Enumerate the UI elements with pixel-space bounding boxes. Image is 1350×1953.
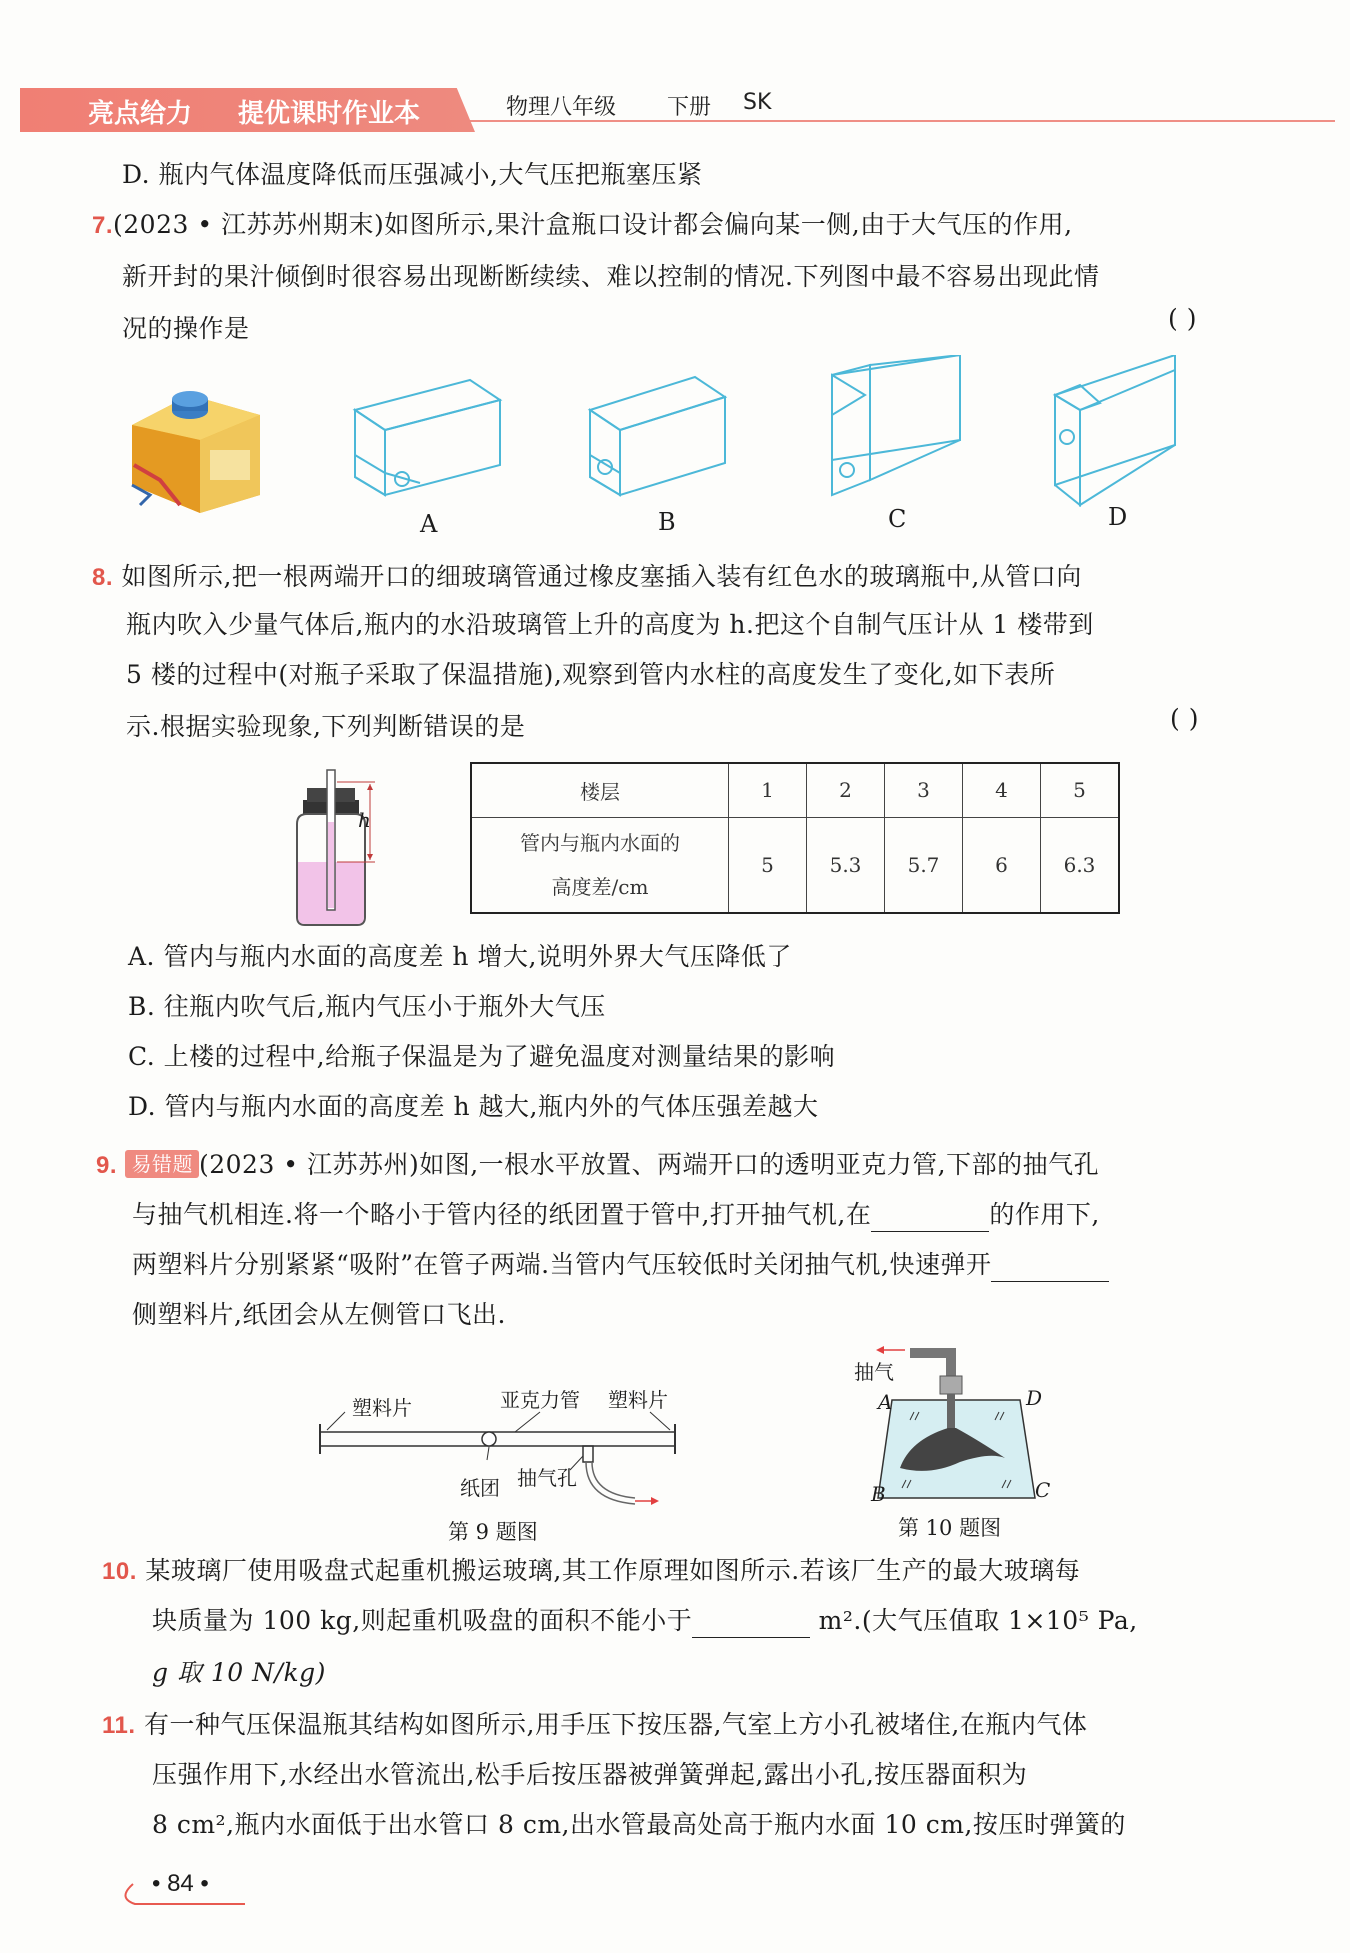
q10-line3: g 取 10 N/kg) (152, 1658, 326, 1687)
q7-line3: 况的操作是 (122, 314, 250, 343)
table-row (471, 763, 1119, 817)
table-floor-3: 3 (885, 763, 963, 817)
box-c-drawing (832, 355, 960, 495)
box-a-drawing (355, 380, 500, 495)
q8-line1: 8. 如图所示,把一根两端开口的细玻璃管通过橡皮塞插入装有红色水的玻璃瓶中,从管口向 (92, 562, 1082, 591)
q8-line2: 瓶内吹入少量气体后,瓶内的水沿玻璃管上升的高度为 h.把这个自制气压计从 1 楼带到 (126, 610, 1094, 639)
q9-label-acrylic-tube: 亚克力管 (500, 1388, 580, 1412)
table-floor-1: 1 (729, 763, 807, 817)
q10-corner-a: A (878, 1390, 893, 1414)
table-row (471, 817, 1119, 913)
header-edition: SK (743, 90, 772, 115)
q10-corner-d: D (1026, 1386, 1043, 1410)
table-diff-2: 5.3 (807, 817, 885, 913)
q7-label-b: B (658, 508, 676, 536)
q9-label-paper-ball: 纸团 (460, 1476, 500, 1500)
table-diff-1: 5 (729, 817, 807, 913)
page-number: • 84 • (152, 1870, 209, 1897)
q8-option-a: A. 管内与瓶内水面的高度差 h 增大,说明外界大气压降低了 (128, 942, 792, 971)
q10-corner-c: C (1035, 1478, 1051, 1502)
q7-number: 7. (92, 212, 114, 239)
q7-line2: 新开封的果汁倾倒时很容易出现断断续续、难以控制的情况.下列图中最不容易出现此情 (122, 262, 1100, 291)
header-series: 提优课时作业本 (238, 99, 421, 129)
juice-box-photo (132, 391, 260, 513)
q9-blank-1[interactable] (871, 1205, 989, 1232)
q10-corner-b: B (871, 1482, 886, 1506)
q7-label-a: A (420, 510, 438, 538)
table-floor-5: 5 (1041, 763, 1120, 817)
q9-line4: 侧塑料片,纸团会从左侧管口飞出. (132, 1300, 506, 1329)
q9-label-plastic-right: 塑料片 (608, 1388, 668, 1412)
q7-answer-paren: ( ) (1168, 304, 1197, 333)
q10-blank[interactable] (692, 1611, 810, 1638)
q10-line1: 10. 某玻璃厂使用吸盘式起重机搬运玻璃,其工作原理如图所示.若该厂生产的最大玻璃每 (102, 1556, 1081, 1585)
table-floor-4: 4 (963, 763, 1041, 817)
q9-blank-2[interactable] (991, 1255, 1109, 1282)
q8-data-table (470, 762, 1120, 914)
q9-figure-caption: 第 9 题图 (448, 1520, 538, 1544)
q11-number: 11. (102, 1712, 136, 1739)
header-brand: 亮点给力 (88, 99, 193, 129)
q6-option-d: D. 瓶内气体温度降低而压强减小,大气压把瓶塞压紧 (122, 160, 703, 189)
table-floor-header: 楼层 (471, 763, 729, 817)
table-diff-5: 6.3 (1041, 817, 1120, 913)
table-floor-2: 2 (807, 763, 885, 817)
table-diff-3: 5.7 (885, 817, 963, 913)
q10-figure-caption: 第 10 题图 (898, 1516, 1002, 1540)
table-diff-4: 6 (963, 817, 1041, 913)
q9-line3: 两塑料片分别紧紧“吸附”在管子两端.当管内气压较低时关闭抽气机,快速弹开 (132, 1248, 1109, 1282)
q11-line3: 8 cm²,瓶内水面低于出水管口 8 cm,出水管最高处高于瓶内水面 10 cm,按压时弹簧的 (152, 1810, 1126, 1839)
q9-badge: 易错题 (125, 1150, 199, 1178)
box-d-drawing (1055, 355, 1175, 505)
q9-number: 9. (96, 1152, 118, 1179)
box-b-drawing (590, 377, 725, 495)
q9-line1: 9. 易错题 (2023 • 江苏苏州)如图,一根水平放置、两端开口的透明亚克力管,下部的抽气孔 (96, 1150, 1100, 1179)
q8-barometer-figure (275, 762, 395, 932)
header-subject: 物理八年级 (506, 95, 617, 120)
q8-option-d: D. 管内与瓶内水面的高度差 h 越大,瓶内外的气体压强差越大 (128, 1092, 819, 1121)
q8-line3: 5 楼的过程中(对瓶子采取了保温措施),观察到管内水柱的高度发生了变化,如下表所 (126, 660, 1056, 689)
q8-answer-paren: ( ) (1170, 704, 1199, 733)
q9-label-plastic-left: 塑料片 (352, 1396, 412, 1420)
q8-line4: 示.根据实验现象,下列判断错误的是 (126, 712, 526, 741)
q8-figure-h: h (358, 808, 371, 832)
header-volume: 下册 (667, 95, 712, 120)
q7-label-d: D (1108, 503, 1128, 531)
q8-number: 8. (92, 564, 114, 591)
q7-label-c: C (888, 505, 907, 533)
q11-line2: 压强作用下,水经出水管流出,松手后按压器被弹簧弹起,露出小孔,按压器面积为 (152, 1760, 1028, 1789)
table-diff-header: 管内与瓶内水面的 高度差/cm (471, 817, 729, 913)
q11-line1: 11. 有一种气压保温瓶其结构如图所示,用手压下按压器,气室上方小孔被堵住,在瓶内气体 (102, 1710, 1088, 1739)
q10-number: 10. (102, 1558, 137, 1585)
q9-label-suction-hole: 抽气孔 (517, 1466, 577, 1490)
q10-line2: 块质量为 100 kg,则起重机吸盘的面积不能小于 m².(大气压值取 1×10⁵ Pa, (152, 1604, 1138, 1638)
q8-option-b: B. 往瓶内吹气后,瓶内气压小于瓶外大气压 (128, 992, 606, 1021)
q8-option-c: C. 上楼的过程中,给瓶子保温是为了避免温度对测量结果的影响 (128, 1042, 836, 1071)
q7-line1: 7.(2023 • 江苏苏州期末)如图所示,果汁盒瓶口设计都会偏向某一侧,由于大气压的作用, (92, 210, 1073, 239)
q9-line2: 与抽气机相连.将一个略小于管内径的纸团置于管中,打开抽气机,在 的作用下, (132, 1198, 1100, 1232)
q10-label-pump: 抽气 (854, 1360, 894, 1384)
